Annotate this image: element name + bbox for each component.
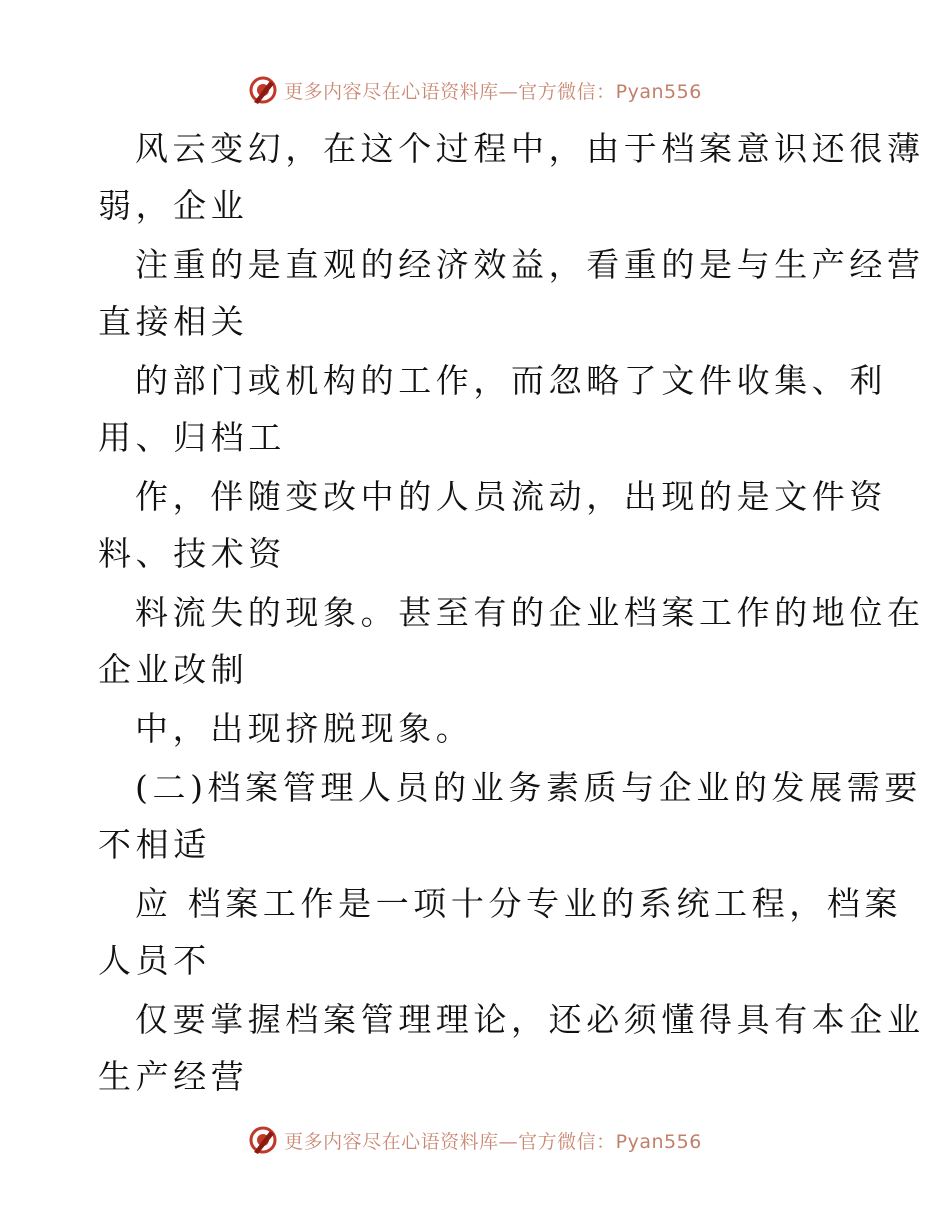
body-line: 人员不 — [98, 941, 211, 980]
body-line: 风云变幻，在这个过程中，由于档案意识还很薄 — [135, 129, 925, 168]
body-line: 注重的是直观的经济效益，看重的是与生产经营 — [135, 245, 925, 284]
body-line: 直接相关 — [98, 302, 249, 341]
red-pen-seal-icon — [248, 1125, 278, 1155]
body-line: 料流失的现象。甚至有的企业档案工作的地位在 — [135, 593, 925, 632]
header-banner-text: 更多内容尽在心语资料库—官方微信：Pyan556 — [284, 80, 702, 103]
body-line: 应 档案工作是一项十分专业的系统工程，档案 — [135, 884, 903, 923]
footer-banner — [0, 1120, 950, 1160]
footer-banner-text: 更多内容尽在心语资料库—官方微信：Pyan556 — [284, 1130, 702, 1153]
body-line: 不相适 — [98, 825, 211, 864]
body-line: (二)档案管理人员的业务素质与企业的发展需要 — [135, 768, 922, 807]
body-line: 作，伴随变改中的人员流动，出现的是文件资 — [135, 477, 887, 516]
body-line: 弱，企业 — [98, 186, 249, 225]
footer-wechat-handle: Pyan556 — [615, 1130, 702, 1153]
body-line: 用、归档工 — [98, 418, 286, 457]
body-line: 中，出现挤脱现象。 — [135, 709, 474, 748]
body-line: 料、技术资 — [98, 534, 286, 573]
body-line: 仅要掌握档案管理理论，还必须懂得具有本企业 — [135, 1000, 925, 1039]
body-line: 的部门或机构的工作，而忽略了文件收集、利 — [135, 361, 887, 400]
body-line: 企业改制 — [98, 650, 249, 689]
header-wechat-handle: Pyan556 — [615, 80, 702, 103]
body-line: 生产经营 — [98, 1057, 249, 1096]
